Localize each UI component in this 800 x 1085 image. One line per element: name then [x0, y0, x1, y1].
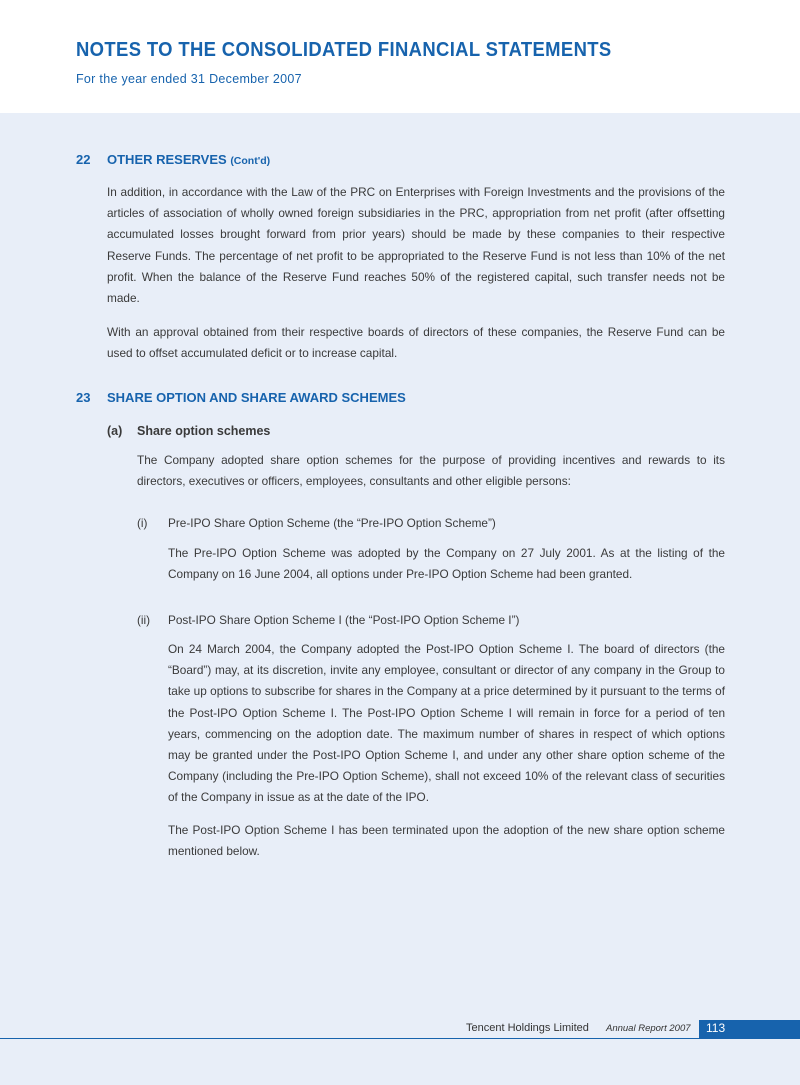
paragraph: The Company adopted share option schemes for the purpose of providing incentives and rewards to its directors, executives or officers, employees, consultants and other eligible persons: [137, 453, 725, 489]
paragraph: The Pre-IPO Option Scheme was adopted by the Company on 27 July 2001. As at the listing of the Company on 16 June 2004, all options under Pre-IPO Option Scheme had been granted. [168, 546, 725, 582]
section-title-text: OTHER RESERVES [107, 152, 227, 167]
footer-divider [0, 1038, 800, 1039]
page-header [0, 0, 800, 113]
paragraph: On 24 March 2004, the Company adopted the Post-IPO Option Scheme I. The board of directors (the “Board”) may, at its discretion, invite any employee, consultant or director of any company in the Group to take up options to subscribe for shares in the Company at a price determined by it pursuant to the terms of the Post-IPO Option Scheme I. The Post-IPO Option Scheme I will remain in force for a period of ten years, commencing on the adoption date. The maximum number of shares in respect of which options may be granted under the Post-IPO Option Scheme I, and under any other share option scheme of the Company (including the Pre-IPO Option Scheme), shall not exceed 10% of the relevant class of securities of the Company in issue as at the date of the IPO. [168, 642, 725, 805]
section-number: 22 [76, 152, 91, 167]
list-item-number: (i) [137, 516, 148, 530]
section-title: SHARE OPTION AND SHARE AWARD SCHEMES [107, 390, 406, 405]
list-item-number: (ii) [137, 613, 151, 627]
section-title [107, 152, 270, 167]
list-item-title: Pre-IPO Share Option Scheme (the “Pre-IPO Option Scheme”) [168, 516, 496, 530]
subsection-title: Share option schemes [137, 424, 271, 438]
section-continued-label: (Cont'd) [230, 155, 271, 167]
subsection-label: (a) [107, 424, 123, 438]
paragraph: With an approval obtained from their respective boards of directors of these companies, the Reserve Fund can be used to offset accumulated deficit or to increase capital. [107, 325, 725, 361]
page-number: 113 [706, 1021, 726, 1035]
page-title: NOTES TO THE CONSOLIDATED FINANCIAL STATEMENTS [76, 38, 612, 61]
footer-company-name: Tencent Holdings Limited [466, 1022, 589, 1034]
page-subtitle: For the year ended 31 December 2007 [76, 72, 302, 86]
section-number: 23 [76, 390, 91, 405]
paragraph: In addition, in accordance with the Law of the PRC on Enterprises with Foreign Investments and the provisions of the articles of association of wholly owned foreign subsidiaries in the PRC, appropriation from net profit (after offsetting accumulated losses brought forward from prior years) should be made by these companies to their respective Reserve Funds. The percentage of net profit to be appropriated to the Reserve Fund is not less than 10% of the net profit. When the balance of the Reserve Fund reaches 50% of the registered capital, such transfer needs not be made. [107, 185, 725, 306]
list-item-title: Post-IPO Share Option Scheme I (the “Post-IPO Option Scheme I”) [168, 613, 520, 627]
paragraph: The Post-IPO Option Scheme I has been terminated upon the adoption of the new share option scheme mentioned below. [168, 823, 725, 859]
footer-report-title: Annual Report 2007 [606, 1023, 691, 1034]
